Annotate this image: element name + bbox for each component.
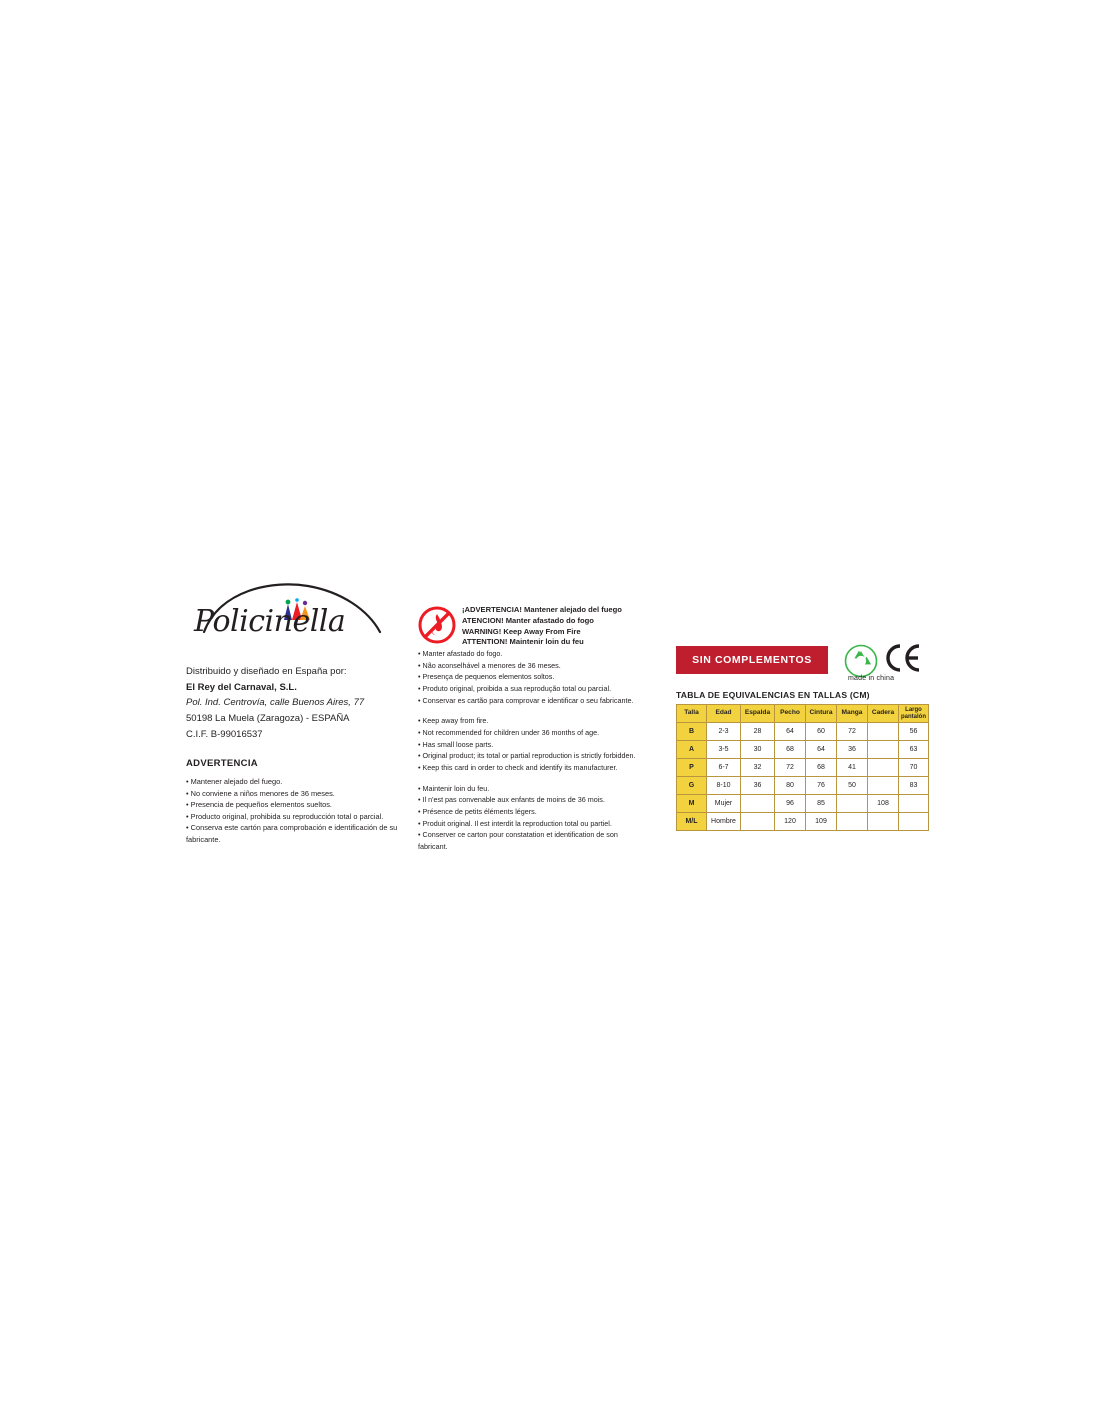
brand-logo bbox=[194, 580, 394, 650]
cell-talla: G bbox=[677, 777, 707, 795]
cell-manga: 41 bbox=[837, 759, 868, 777]
cell-manga: 36 bbox=[837, 741, 868, 759]
cell-espalda: 28 bbox=[741, 723, 775, 741]
advertencia-title: ADVERTENCIA bbox=[186, 758, 258, 770]
column-header-cadera: Cadera bbox=[868, 705, 899, 723]
table-row bbox=[677, 741, 929, 759]
badge-row bbox=[676, 646, 936, 688]
list-item: • No conviene a niños menores de 36 meses. bbox=[186, 788, 335, 798]
cell-talla: B bbox=[677, 723, 707, 741]
list-item: • Conserver ce carton pour constatation et identification de son fabricant. bbox=[418, 830, 618, 851]
cell-pecho: 68 bbox=[775, 741, 806, 759]
advertencia-bullets bbox=[186, 776, 426, 845]
list-item: • Mantener alejado del fuego. bbox=[186, 777, 283, 787]
column-header-talla: Talla bbox=[677, 705, 707, 723]
cell-edad: Mujer bbox=[707, 795, 741, 813]
fire-warning-lines bbox=[462, 604, 648, 648]
cell-pecho: 120 bbox=[775, 813, 806, 831]
left-column bbox=[186, 580, 426, 845]
table-row bbox=[677, 759, 929, 777]
distributor-intro: Distribuido y diseñado en España por: bbox=[186, 666, 347, 677]
list-item: • Not recommended for children under 36 months of age. bbox=[418, 728, 600, 738]
cell-pecho: 80 bbox=[775, 777, 806, 795]
cell-cadera bbox=[868, 813, 899, 831]
cell-largo bbox=[899, 795, 929, 813]
list-item: • Présence de petits éléments légers. bbox=[418, 807, 537, 816]
cell-pecho: 96 bbox=[775, 795, 806, 813]
cell-espalda: 36 bbox=[741, 777, 775, 795]
table-row bbox=[677, 795, 929, 813]
cell-espalda: 32 bbox=[741, 759, 775, 777]
list-item: • Producto original, prohibida su reproducción total o parcial. bbox=[186, 811, 384, 821]
bullets-en bbox=[418, 715, 648, 773]
list-item: • Conserva este cartón para comprobación e identificación de su fabricante. bbox=[186, 823, 398, 844]
list-item: • Keep away from fire. bbox=[418, 716, 489, 726]
list-item: • Keep this card in order to check and identify its manufacturer. bbox=[418, 763, 618, 773]
cell-largo: 70 bbox=[899, 759, 929, 777]
multilingual-bullets bbox=[418, 648, 648, 853]
warning-line-en: WARNING! Keep Away From Fire bbox=[462, 626, 581, 636]
cell-largo: 63 bbox=[899, 741, 929, 759]
cell-cintura: 109 bbox=[806, 813, 837, 831]
distributor-block bbox=[186, 664, 426, 742]
column-header-largo-pantalon: Largo pantalón bbox=[899, 705, 929, 723]
cell-largo: 83 bbox=[899, 777, 929, 795]
cell-pecho: 64 bbox=[775, 723, 806, 741]
column-header-edad: Edad bbox=[707, 705, 741, 723]
middle-column bbox=[418, 604, 648, 862]
list-item: • Has small loose parts. bbox=[418, 739, 494, 749]
cell-edad: 8-10 bbox=[707, 777, 741, 795]
list-item: • Maintenir loin du feu. bbox=[418, 783, 490, 793]
bullets-pt bbox=[418, 648, 648, 706]
cell-espalda: 30 bbox=[741, 741, 775, 759]
right-column bbox=[676, 646, 936, 831]
distributor-company: El Rey del Carnaval, S.L. bbox=[186, 681, 297, 693]
cell-talla: M/L bbox=[677, 813, 707, 831]
list-item: • Manter afastado do fogo. bbox=[418, 649, 503, 659]
cell-cintura: 60 bbox=[806, 723, 837, 741]
list-item: • Produto original, proibida a sua reprodução total ou parcial. bbox=[418, 684, 612, 694]
cell-edad: 3-5 bbox=[707, 741, 741, 759]
fire-warning-header bbox=[418, 604, 648, 648]
made-in-label: made in china bbox=[848, 675, 895, 682]
cell-espalda bbox=[741, 813, 775, 831]
distributor-address-2: 50198 La Muela (Zaragoza) - ESPAÑA bbox=[186, 713, 350, 725]
column-header-espalda: Espalda bbox=[741, 705, 775, 723]
cell-edad: 6-7 bbox=[707, 759, 741, 777]
cell-cintura: 76 bbox=[806, 777, 837, 795]
cell-talla: P bbox=[677, 759, 707, 777]
column-header-pecho: Pecho bbox=[775, 705, 806, 723]
cell-cintura: 68 bbox=[806, 759, 837, 777]
cell-pecho: 72 bbox=[775, 759, 806, 777]
distributor-address-1: Pol. Ind. Centrovía, calle Buenos Aires, 77 bbox=[186, 697, 365, 709]
cell-cintura: 85 bbox=[806, 795, 837, 813]
column-header-manga: Manga bbox=[837, 705, 868, 723]
ce-mark-icon bbox=[883, 642, 923, 674]
column-header-cintura: Cintura bbox=[806, 705, 837, 723]
list-item: • Presença de pequenos elementos soltos. bbox=[418, 672, 555, 682]
cell-cadera bbox=[868, 759, 899, 777]
cell-cadera bbox=[868, 723, 899, 741]
table-row bbox=[677, 813, 929, 831]
cell-espalda bbox=[741, 795, 775, 813]
distributor-cif: C.I.F. B-99016537 bbox=[186, 728, 263, 740]
cell-talla: M bbox=[677, 795, 707, 813]
table-row bbox=[677, 777, 929, 795]
list-item: • Original product; its total or partial reproduction is strictly forbidden. bbox=[418, 751, 636, 761]
size-equivalence-table bbox=[676, 704, 929, 831]
cell-edad: Hombre bbox=[707, 813, 741, 831]
warning-line-fr: ATTENTION! Maintenir loin du feu bbox=[462, 637, 584, 647]
cell-edad: 2-3 bbox=[707, 723, 741, 741]
list-item: • Produit original. Il est interdit la reproduction total ou partiel. bbox=[418, 818, 612, 828]
cell-manga bbox=[837, 813, 868, 831]
table-row bbox=[677, 723, 929, 741]
cell-largo: 56 bbox=[899, 723, 929, 741]
bullets-fr bbox=[418, 783, 648, 853]
cell-cadera bbox=[868, 777, 899, 795]
status-badge: SIN COMPLEMENTOS bbox=[676, 646, 828, 674]
recycling-loop-icon bbox=[844, 644, 878, 678]
table-header-row bbox=[677, 705, 929, 723]
cell-largo bbox=[899, 813, 929, 831]
cell-manga: 72 bbox=[837, 723, 868, 741]
cell-cadera: 108 bbox=[868, 795, 899, 813]
warning-line-pt: ATENCION! Manter afastado do fogo bbox=[462, 615, 594, 625]
warning-line-es: ¡ADVERTENCIA! Mantener alejado del fuego bbox=[462, 605, 622, 614]
brand-name: Policinella bbox=[194, 604, 346, 639]
cell-manga: 50 bbox=[837, 777, 868, 795]
list-item: • Il n'est pas convenable aux enfants de moins de 36 mois. bbox=[418, 795, 605, 805]
cell-cintura: 64 bbox=[806, 741, 837, 759]
list-item: • Presencia de pequeños elementos sueltos. bbox=[186, 800, 332, 810]
cell-manga bbox=[837, 795, 868, 813]
list-item: • Conservar es cartão para comprovar e identificar o seu fabricante. bbox=[418, 695, 634, 705]
cell-talla: A bbox=[677, 741, 707, 759]
size-table-title: TABLA DE EQUIVALENCIAS EN TALLAS (CM) bbox=[676, 690, 870, 700]
no-flame-icon bbox=[418, 606, 456, 644]
cell-cadera bbox=[868, 741, 899, 759]
list-item: • Não aconselhável a menores de 36 meses. bbox=[418, 660, 561, 670]
